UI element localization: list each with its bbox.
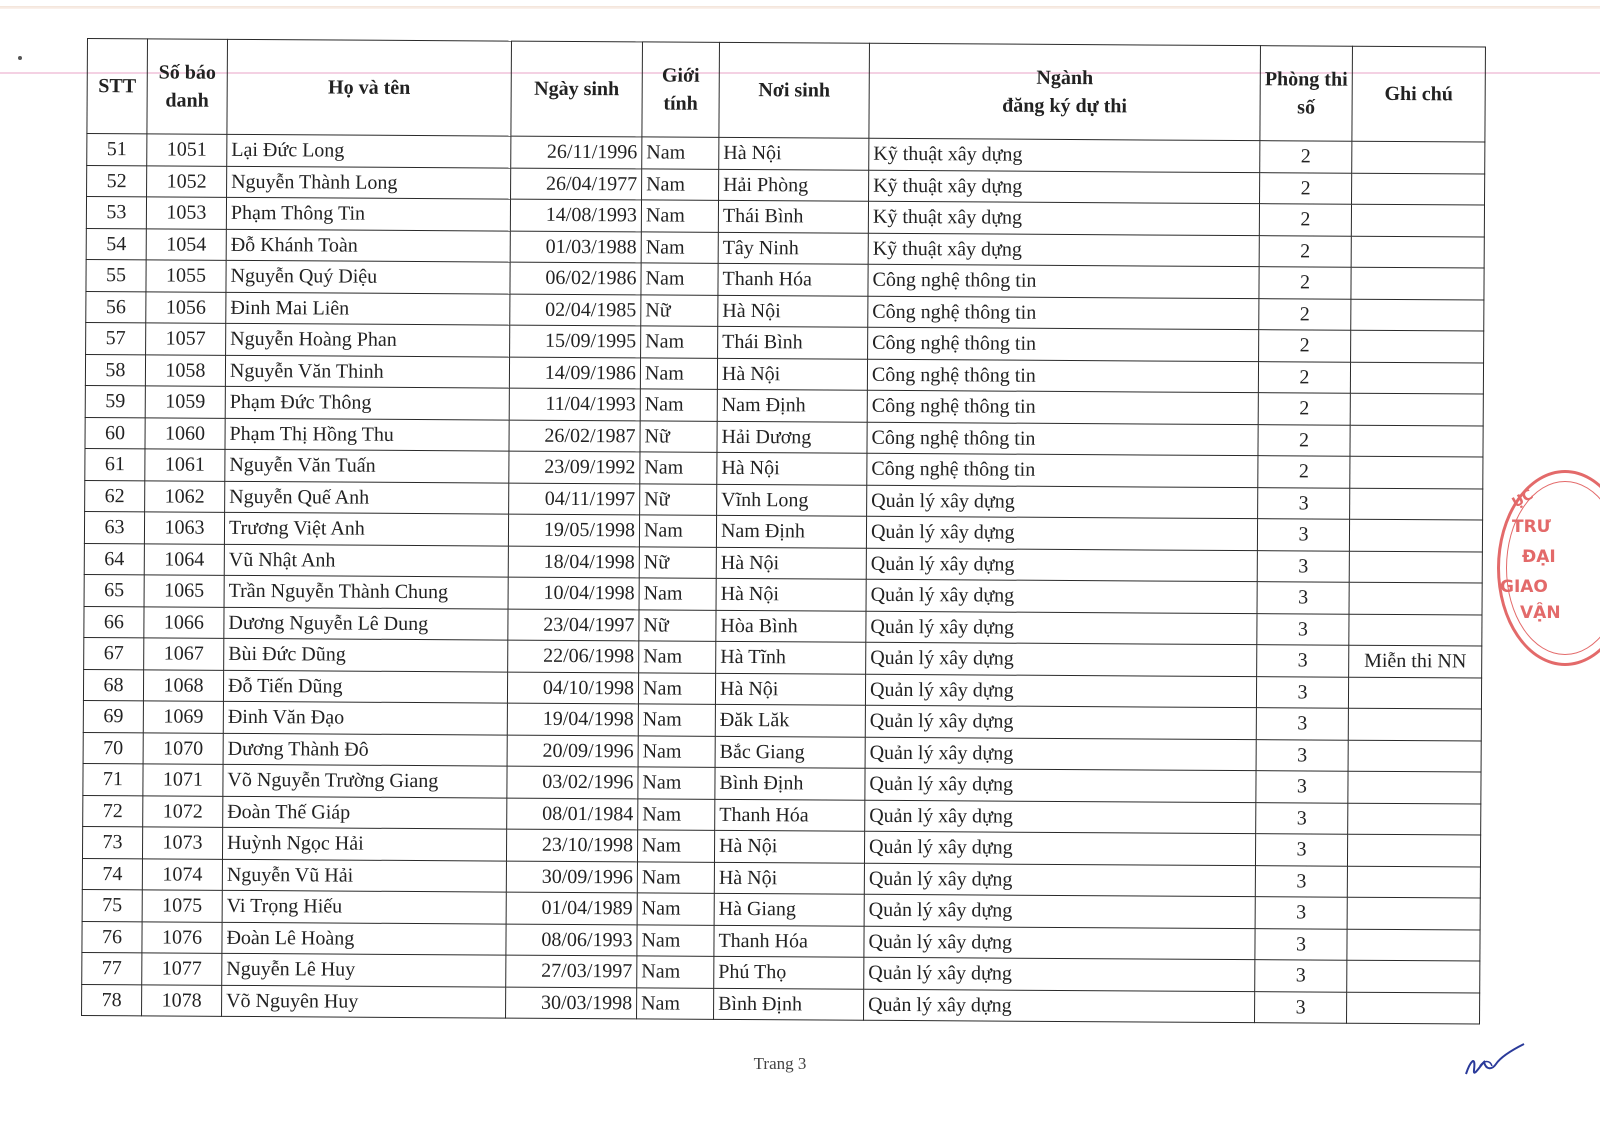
cell-stt: 67 bbox=[84, 637, 144, 669]
cell-name: Đỗ Khánh Toàn bbox=[226, 229, 510, 262]
cell-sbd: 1056 bbox=[146, 291, 226, 323]
cell-note bbox=[1347, 866, 1480, 898]
cell-stt: 77 bbox=[82, 952, 142, 984]
cell-stt: 73 bbox=[82, 826, 142, 858]
cell-dob: 30/09/1996 bbox=[506, 861, 637, 893]
cell-dob: 01/04/1989 bbox=[506, 892, 637, 924]
cell-room: 2 bbox=[1260, 141, 1352, 173]
cell-gender: Nữ bbox=[639, 609, 716, 641]
cell-gender: Nam bbox=[639, 578, 716, 610]
header-room: Phòng thi số bbox=[1260, 46, 1353, 142]
cell-major: Quản lý xây dựng bbox=[865, 705, 1256, 739]
cell-name: Nguyễn Vũ Hải bbox=[222, 859, 506, 892]
cell-note bbox=[1347, 929, 1480, 961]
cell-stt: 68 bbox=[83, 669, 143, 701]
cell-room: 2 bbox=[1258, 456, 1350, 488]
cell-note bbox=[1351, 330, 1484, 362]
cell-gender: Nam bbox=[637, 987, 714, 1019]
cell-place: Hải Dương bbox=[717, 421, 867, 453]
cell-note bbox=[1348, 708, 1481, 740]
cell-place: Hà Nội bbox=[719, 137, 869, 169]
cell-gender: Nam bbox=[641, 200, 718, 232]
cell-note bbox=[1347, 897, 1480, 929]
cell-place: Phú Thọ bbox=[714, 956, 864, 988]
cell-sbd: 1055 bbox=[146, 260, 226, 292]
cell-stt: 59 bbox=[85, 385, 145, 417]
header-major-line2: đăng ký dự thi bbox=[1002, 94, 1128, 118]
scan-dot bbox=[18, 56, 22, 60]
cell-name: Bùi Đức Dũng bbox=[224, 638, 508, 671]
cell-note bbox=[1351, 204, 1484, 236]
cell-note bbox=[1349, 519, 1482, 551]
cell-dob: 04/10/1998 bbox=[507, 672, 638, 704]
cell-dob: 26/02/1987 bbox=[509, 420, 640, 452]
cell-dob: 23/10/1998 bbox=[506, 829, 637, 861]
cell-gender: Nam bbox=[637, 830, 714, 862]
cell-stt: 66 bbox=[84, 606, 144, 638]
cell-room: 3 bbox=[1255, 991, 1347, 1023]
cell-room: 2 bbox=[1258, 424, 1350, 456]
cell-place: Bình Định bbox=[714, 988, 864, 1020]
cell-gender: Nam bbox=[640, 389, 717, 421]
candidate-table bbox=[81, 38, 1486, 1025]
cell-place: Nam Định bbox=[717, 389, 867, 421]
cell-room: 2 bbox=[1259, 298, 1351, 330]
cell-gender: Nam bbox=[637, 861, 714, 893]
cell-place: Vĩnh Long bbox=[717, 484, 867, 516]
cell-stt: 63 bbox=[84, 511, 144, 543]
cell-stt: 78 bbox=[82, 984, 142, 1016]
cell-major: Quản lý xây dựng bbox=[867, 485, 1258, 519]
cell-room: 2 bbox=[1259, 204, 1351, 236]
cell-name: Đinh Mai Liên bbox=[226, 292, 510, 325]
cell-place: Đăk Lăk bbox=[715, 704, 865, 736]
cell-room: 3 bbox=[1255, 834, 1347, 866]
table-body bbox=[82, 134, 1485, 1025]
cell-gender: Nam bbox=[637, 924, 714, 956]
page-number: Trang 3 bbox=[753, 1054, 807, 1073]
cell-room: 3 bbox=[1256, 676, 1348, 708]
cell-place: Thanh Hóa bbox=[714, 925, 864, 957]
cell-room: 3 bbox=[1256, 771, 1348, 803]
cell-room: 3 bbox=[1255, 928, 1347, 960]
cell-gender: Nam bbox=[640, 357, 717, 389]
cell-stt: 70 bbox=[83, 732, 143, 764]
cell-stt: 55 bbox=[86, 259, 146, 291]
cell-sbd: 1059 bbox=[145, 386, 225, 418]
cell-place: Hòa Bình bbox=[716, 610, 866, 642]
cell-note bbox=[1348, 771, 1481, 803]
cell-name: Phạm Đức Thông bbox=[225, 386, 509, 419]
cell-sbd: 1064 bbox=[144, 543, 224, 575]
cell-stt: 58 bbox=[85, 354, 145, 386]
cell-gender: Nam bbox=[638, 704, 715, 736]
cell-note bbox=[1347, 992, 1480, 1024]
cell-stt: 74 bbox=[82, 858, 142, 890]
cell-note bbox=[1349, 551, 1482, 583]
cell-dob: 26/04/1977 bbox=[511, 168, 642, 200]
cell-name: Nguyễn Lê Huy bbox=[222, 953, 506, 986]
cell-sbd: 1077 bbox=[142, 953, 222, 985]
cell-name: Trần Nguyễn Thành Chung bbox=[224, 575, 508, 608]
cell-dob: 14/08/1993 bbox=[510, 199, 641, 231]
cell-stt: 53 bbox=[86, 197, 146, 229]
cell-dob: 08/06/1993 bbox=[506, 924, 637, 956]
cell-name: Nguyễn Quý Diệu bbox=[226, 260, 510, 293]
cell-dob: 15/09/1995 bbox=[510, 325, 641, 357]
cell-major: Công nghệ thông tin bbox=[868, 264, 1259, 298]
stamp-text: GIAO bbox=[1500, 577, 1548, 597]
cell-note bbox=[1350, 456, 1483, 488]
cell-stt: 69 bbox=[83, 700, 143, 732]
cell-place: Hà Nội bbox=[715, 673, 865, 705]
cell-major: Quản lý xây dựng bbox=[866, 611, 1257, 645]
cell-major: Công nghệ thông tin bbox=[868, 296, 1259, 330]
cell-place: Thái Bình bbox=[718, 200, 868, 232]
cell-note: Miễn thi NN bbox=[1349, 645, 1482, 677]
cell-note bbox=[1350, 393, 1483, 425]
cell-name: Vi Trọng Hiếu bbox=[222, 890, 506, 923]
cell-major: Quản lý xây dựng bbox=[864, 894, 1255, 928]
cell-sbd: 1052 bbox=[147, 165, 227, 197]
cell-name: Nguyễn Hoàng Phan bbox=[226, 323, 510, 356]
cell-stt: 72 bbox=[83, 795, 143, 827]
cell-place: Tây Ninh bbox=[718, 232, 868, 264]
stamp-text: VẬN bbox=[1520, 603, 1561, 623]
cell-dob: 20/09/1996 bbox=[507, 735, 638, 767]
cell-room: 2 bbox=[1259, 267, 1351, 299]
cell-sbd: 1054 bbox=[146, 228, 226, 260]
cell-note bbox=[1348, 803, 1481, 835]
cell-note bbox=[1347, 960, 1480, 992]
cell-place: Thanh Hóa bbox=[718, 263, 868, 295]
cell-place: Hà Nội bbox=[717, 358, 867, 390]
cell-major: Quản lý xây dựng bbox=[865, 737, 1256, 771]
cell-stt: 60 bbox=[85, 417, 145, 449]
cell-place: Thanh Hóa bbox=[715, 799, 865, 831]
cell-name: Nguyễn Thành Long bbox=[227, 166, 511, 199]
cell-dob: 26/11/1996 bbox=[511, 136, 642, 168]
cell-gender: Nam bbox=[641, 231, 718, 263]
cell-sbd: 1065 bbox=[144, 575, 224, 607]
header-place: Nơi sinh bbox=[719, 42, 870, 138]
red-seal-stamp bbox=[1497, 470, 1600, 666]
cell-stt: 61 bbox=[85, 448, 145, 480]
cell-name: Phạm Thông Tin bbox=[226, 197, 510, 230]
cell-name: Đỗ Tiến Dũng bbox=[223, 670, 507, 703]
cell-dob: 06/02/1986 bbox=[510, 262, 641, 294]
cell-room: 3 bbox=[1256, 802, 1348, 834]
cell-room: 3 bbox=[1255, 897, 1347, 929]
cell-sbd: 1074 bbox=[142, 858, 222, 890]
cell-name: Nguyễn Văn Tuấn bbox=[225, 449, 509, 482]
cell-note bbox=[1350, 488, 1483, 520]
cell-name: Dương Thành Đô bbox=[223, 733, 507, 766]
cell-gender: Nữ bbox=[641, 294, 718, 326]
cell-room: 3 bbox=[1255, 865, 1347, 897]
cell-major: Công nghệ thông tin bbox=[867, 453, 1258, 487]
cell-dob: 19/05/1998 bbox=[508, 514, 639, 546]
cell-major: Quản lý xây dựng bbox=[864, 957, 1255, 991]
cell-note bbox=[1352, 173, 1485, 205]
cell-gender: Nữ bbox=[640, 420, 717, 452]
cell-name: Phạm Thị Hồng Thu bbox=[225, 418, 509, 451]
cell-name: Trương Việt Anh bbox=[224, 512, 508, 545]
cell-room: 3 bbox=[1257, 645, 1349, 677]
cell-note bbox=[1349, 582, 1482, 614]
cell-place: Hà Tĩnh bbox=[716, 641, 866, 673]
cell-gender: Nam bbox=[641, 263, 718, 295]
cell-name: Võ Nguyễn Trường Giang bbox=[223, 764, 507, 797]
cell-dob: 22/06/1998 bbox=[508, 640, 639, 672]
scan-edge bbox=[0, 6, 1600, 9]
cell-sbd: 1066 bbox=[144, 606, 224, 638]
cell-sbd: 1075 bbox=[142, 890, 222, 922]
cell-stt: 65 bbox=[84, 574, 144, 606]
cell-place: Hà Nội bbox=[714, 862, 864, 894]
cell-dob: 10/04/1998 bbox=[508, 577, 639, 609]
cell-gender: Nam bbox=[638, 735, 715, 767]
cell-gender: Nam bbox=[640, 452, 717, 484]
cell-name: Nguyễn Quế Anh bbox=[225, 481, 509, 514]
cell-dob: 23/09/1992 bbox=[509, 451, 640, 483]
cell-name: Đoàn Lê Hoàng bbox=[222, 922, 506, 955]
cell-dob: 27/03/1997 bbox=[506, 955, 637, 987]
cell-major: Quản lý xây dựng bbox=[865, 768, 1256, 802]
cell-stt: 76 bbox=[82, 921, 142, 953]
cell-stt: 64 bbox=[84, 543, 144, 575]
cell-room: 3 bbox=[1255, 960, 1347, 992]
cell-sbd: 1072 bbox=[143, 795, 223, 827]
cell-gender: Nam bbox=[642, 168, 719, 200]
header-gender: Giới tính bbox=[642, 42, 720, 137]
table-header bbox=[87, 39, 1486, 143]
cell-major: Quản lý xây dựng bbox=[866, 516, 1257, 550]
header-name: Họ và tên bbox=[227, 39, 512, 136]
cell-gender: Nữ bbox=[640, 483, 717, 515]
cell-note bbox=[1348, 740, 1481, 772]
cell-room: 3 bbox=[1256, 739, 1348, 771]
cell-major: Công nghệ thông tin bbox=[867, 359, 1258, 393]
cell-sbd: 1071 bbox=[143, 764, 223, 796]
cell-major: Kỹ thuật xây dựng bbox=[868, 233, 1259, 267]
cell-major: Quản lý xây dựng bbox=[866, 642, 1257, 676]
cell-gender: Nam bbox=[638, 767, 715, 799]
cell-note bbox=[1348, 677, 1481, 709]
cell-major: Quản lý xây dựng bbox=[864, 863, 1255, 897]
cell-place: Hà Nội bbox=[716, 547, 866, 579]
cell-sbd: 1057 bbox=[146, 323, 226, 355]
cell-gender: Nam bbox=[637, 893, 714, 925]
cell-dob: 18/04/1998 bbox=[508, 546, 639, 578]
cell-name: Lại Đức Long bbox=[227, 134, 511, 167]
cell-dob: 11/04/1993 bbox=[509, 388, 640, 420]
cell-sbd: 1078 bbox=[142, 984, 222, 1016]
header-note: Ghi chú bbox=[1352, 46, 1486, 142]
cell-room: 2 bbox=[1260, 172, 1352, 204]
cell-major: Kỹ thuật xây dựng bbox=[869, 170, 1260, 204]
cell-sbd: 1073 bbox=[142, 827, 222, 859]
cell-dob: 03/02/1996 bbox=[507, 766, 638, 798]
cell-major: Công nghệ thông tin bbox=[867, 390, 1258, 424]
cell-room: 2 bbox=[1259, 235, 1351, 267]
stamp-text: ỤC bbox=[1509, 486, 1537, 512]
cell-gender: Nam bbox=[637, 956, 714, 988]
cell-room: 3 bbox=[1257, 519, 1349, 551]
cell-sbd: 1068 bbox=[143, 669, 223, 701]
cell-gender: Nữ bbox=[639, 546, 716, 578]
cell-dob: 01/03/1988 bbox=[510, 231, 641, 263]
cell-note bbox=[1351, 299, 1484, 331]
cell-note bbox=[1347, 834, 1480, 866]
cell-dob: 04/11/1997 bbox=[509, 483, 640, 515]
cell-name: Đinh Văn Đạo bbox=[223, 701, 507, 734]
cell-stt: 62 bbox=[85, 480, 145, 512]
cell-dob: 19/04/1998 bbox=[507, 703, 638, 735]
cell-major: Kỹ thuật xây dựng bbox=[869, 138, 1260, 172]
cell-place: Hà Nội bbox=[717, 452, 867, 484]
cell-sbd: 1076 bbox=[142, 921, 222, 953]
cell-name: Vũ Nhật Anh bbox=[224, 544, 508, 577]
cell-note bbox=[1352, 141, 1485, 173]
header-sbd: Số báo danh bbox=[147, 39, 228, 134]
cell-major: Quản lý xây dựng bbox=[864, 989, 1255, 1023]
cell-sbd: 1069 bbox=[143, 701, 223, 733]
cell-room: 2 bbox=[1259, 330, 1351, 362]
cell-room: 3 bbox=[1256, 708, 1348, 740]
cell-place: Hà Nội bbox=[718, 295, 868, 327]
cell-major: Quản lý xây dựng bbox=[866, 579, 1257, 613]
cell-place: Hải Phòng bbox=[719, 169, 869, 201]
header-stt: STT bbox=[87, 39, 148, 134]
cell-major: Công nghệ thông tin bbox=[868, 327, 1259, 361]
cell-sbd: 1060 bbox=[145, 417, 225, 449]
cell-dob: 08/01/1984 bbox=[507, 798, 638, 830]
cell-sbd: 1051 bbox=[147, 134, 227, 166]
cell-place: Hà Nội bbox=[714, 830, 864, 862]
cell-name: Nguyễn Văn Thinh bbox=[225, 355, 509, 388]
cell-stt: 51 bbox=[87, 134, 147, 166]
cell-place: Bắc Giang bbox=[715, 736, 865, 768]
cell-dob: 14/09/1986 bbox=[509, 357, 640, 389]
cell-sbd: 1067 bbox=[144, 638, 224, 670]
cell-room: 3 bbox=[1257, 582, 1349, 614]
cell-room: 2 bbox=[1258, 393, 1350, 425]
cell-major: Quản lý xây dựng bbox=[865, 674, 1256, 708]
cell-room: 3 bbox=[1257, 550, 1349, 582]
stamp-text: TRƯ bbox=[1512, 517, 1551, 537]
cell-stt: 75 bbox=[82, 889, 142, 921]
cell-note bbox=[1351, 236, 1484, 268]
cell-stt: 52 bbox=[87, 165, 147, 197]
cell-place: Bình Định bbox=[715, 767, 865, 799]
cell-room: 3 bbox=[1257, 613, 1349, 645]
cell-stt: 56 bbox=[86, 291, 146, 323]
cell-sbd: 1063 bbox=[144, 512, 224, 544]
cell-place: Nam Định bbox=[716, 515, 866, 547]
header-major-line1: Ngành bbox=[1036, 66, 1094, 90]
cell-stt: 71 bbox=[83, 763, 143, 795]
cell-major: Công nghệ thông tin bbox=[867, 422, 1258, 456]
cell-note bbox=[1350, 425, 1483, 457]
cell-dob: 23/04/1997 bbox=[508, 609, 639, 641]
cell-major: Quản lý xây dựng bbox=[866, 548, 1257, 582]
cell-place: Thái Bình bbox=[718, 326, 868, 358]
cell-note bbox=[1349, 614, 1482, 646]
cell-major: Quản lý xây dựng bbox=[864, 831, 1255, 865]
cell-sbd: 1062 bbox=[145, 480, 225, 512]
cell-stt: 57 bbox=[86, 322, 146, 354]
cell-sbd: 1058 bbox=[145, 354, 225, 386]
cell-sbd: 1070 bbox=[143, 732, 223, 764]
cell-room: 2 bbox=[1258, 361, 1350, 393]
cell-gender: Nam bbox=[639, 641, 716, 673]
cell-place: Hà Nội bbox=[716, 578, 866, 610]
stamp-text: ĐẠI bbox=[1522, 547, 1556, 567]
cell-major: Kỹ thuật xây dựng bbox=[868, 201, 1259, 235]
cell-name: Huỳnh Ngọc Hải bbox=[222, 827, 506, 860]
cell-gender: Nam bbox=[638, 798, 715, 830]
cell-note bbox=[1350, 362, 1483, 394]
cell-gender: Nam bbox=[641, 326, 718, 358]
cell-room: 3 bbox=[1258, 487, 1350, 519]
signature-mark bbox=[1462, 1040, 1532, 1082]
cell-name: Dương Nguyễn Lê Dung bbox=[224, 607, 508, 640]
cell-gender: Nam bbox=[639, 515, 716, 547]
cell-gender: Nam bbox=[638, 672, 715, 704]
cell-name: Đoàn Thế Giáp bbox=[223, 796, 507, 829]
cell-sbd: 1053 bbox=[146, 197, 226, 229]
cell-major: Quản lý xây dựng bbox=[864, 926, 1255, 960]
cell-note bbox=[1351, 267, 1484, 299]
header-major bbox=[869, 43, 1261, 140]
cell-sbd: 1061 bbox=[145, 449, 225, 481]
header-dob: Ngày sinh bbox=[511, 41, 643, 137]
cell-dob: 30/03/1998 bbox=[506, 987, 637, 1019]
cell-gender: Nam bbox=[642, 137, 719, 169]
cell-dob: 02/04/1985 bbox=[510, 294, 641, 326]
cell-stt: 54 bbox=[86, 228, 146, 260]
cell-major: Quản lý xây dựng bbox=[865, 800, 1256, 834]
cell-place: Hà Giang bbox=[714, 893, 864, 925]
cell-name: Võ Nguyên Huy bbox=[222, 985, 506, 1018]
